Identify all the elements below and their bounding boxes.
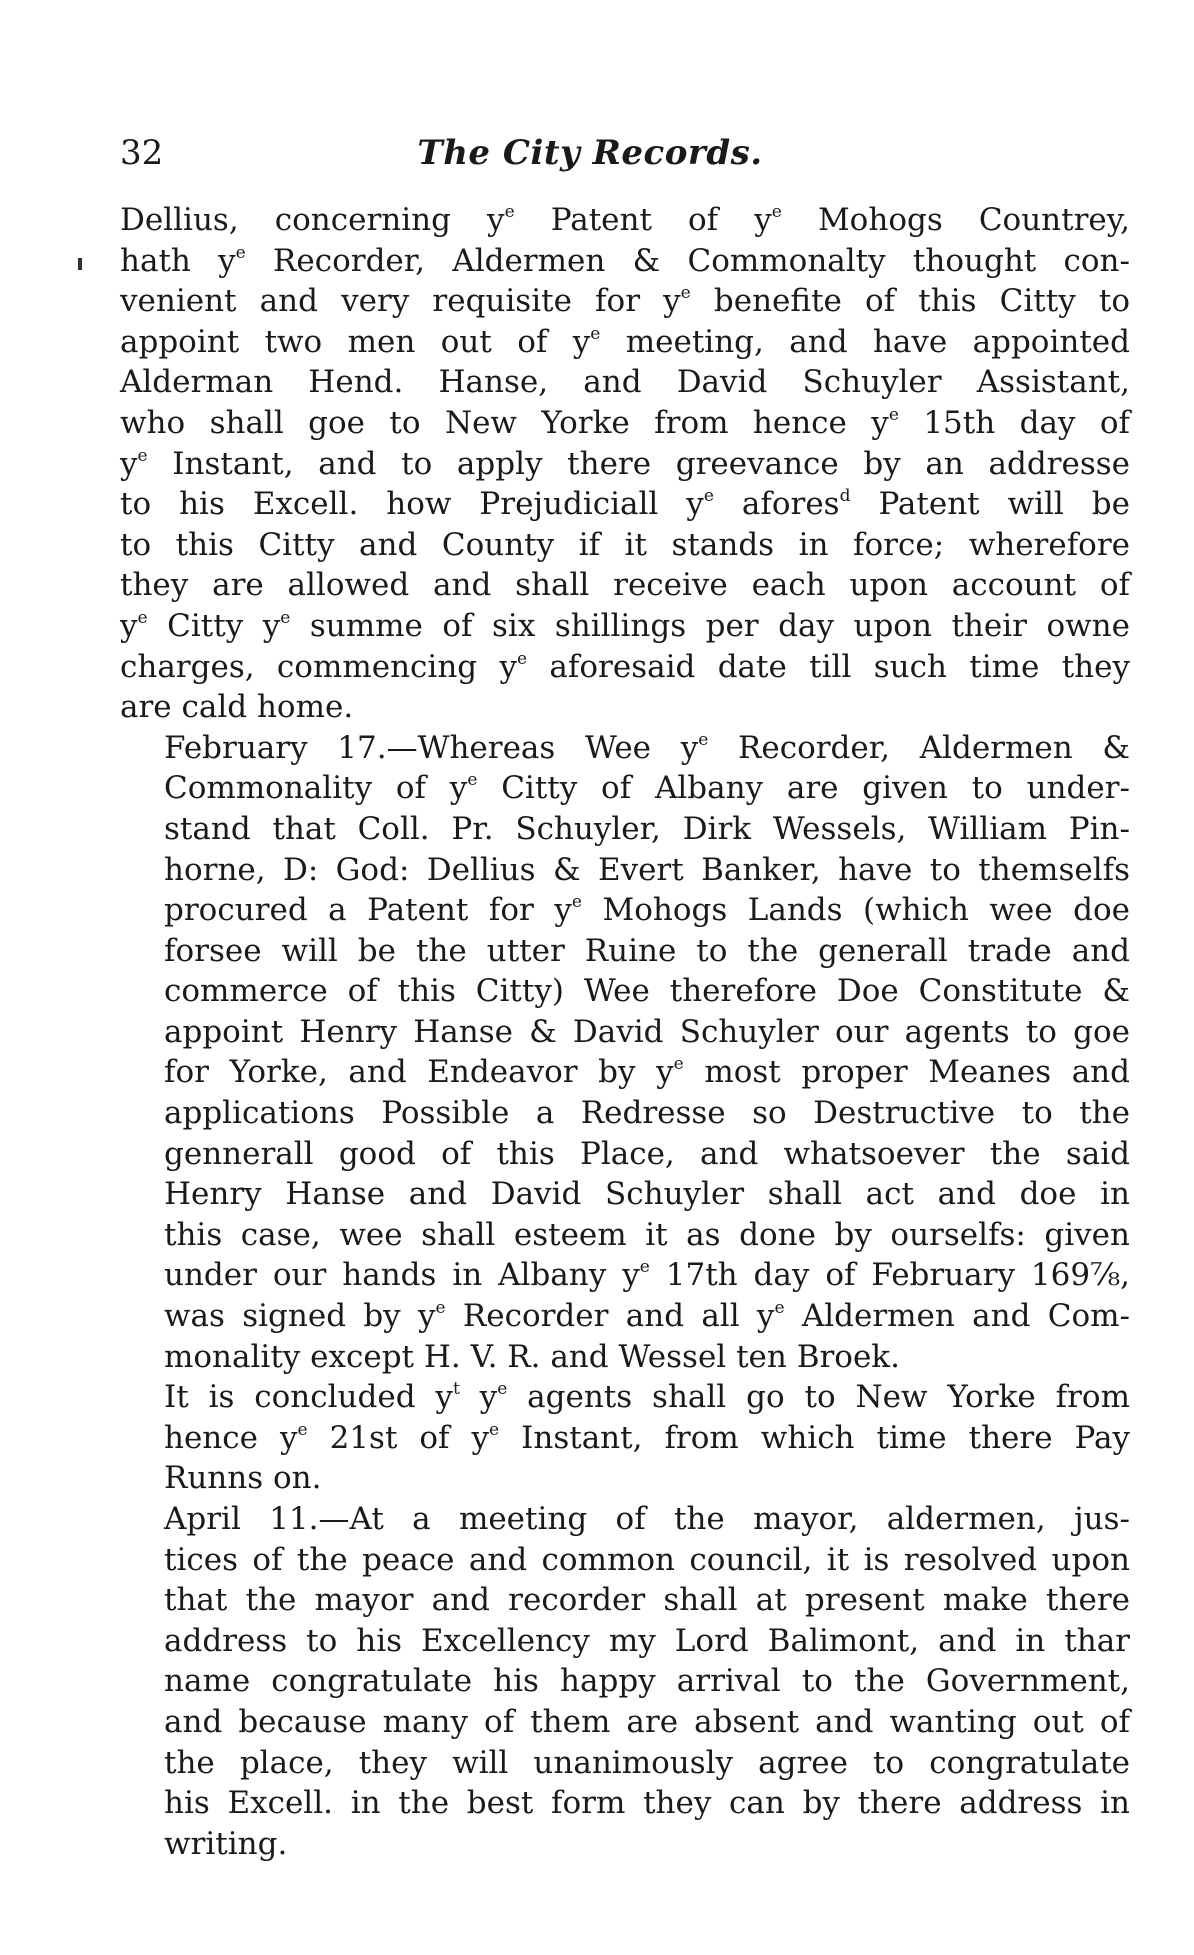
- superscript: d: [839, 486, 851, 507]
- text-line: [120, 1296, 1130, 1337]
- text-segment: monality except H. V. R. and Wessel ten Broek.: [164, 1338, 900, 1375]
- text-segment: February 17.—Whereas Wee y: [164, 729, 699, 766]
- text-segment: Patent will be: [850, 486, 1130, 523]
- text-segment: Henry Hanse and David Schuyler shall act and doe in: [164, 1176, 1130, 1213]
- text-segment: 17th day of February 169⅞,: [649, 1257, 1130, 1294]
- text-segment: Recorder, Aldermen &: [708, 729, 1130, 766]
- text-line: [120, 1540, 1130, 1581]
- text-segment: y: [120, 445, 138, 482]
- text-line: [120, 281, 1130, 322]
- text-line: [120, 1012, 1130, 1053]
- text-line: [120, 484, 1130, 525]
- text-line: [120, 1337, 1130, 1378]
- text-segment: appoint two men out of y: [120, 323, 591, 360]
- text-segment: applications Possible a Redresse so Destructive to the: [164, 1095, 1130, 1132]
- page-header: [120, 130, 1060, 176]
- text-segment: hath y: [120, 242, 236, 279]
- text-line: [120, 200, 1130, 241]
- text-segment: Recorder, Aldermen & Commonalty thought con-: [245, 242, 1130, 279]
- text-segment: forsee will be the utter Ruine to the generall trade and: [164, 932, 1130, 969]
- text-segment: this case, wee shall esteem it as done by ourselfs: given: [164, 1216, 1130, 1253]
- text-line: [120, 890, 1130, 931]
- text-segment: stand that Coll. Pr. Schuyler, Dirk Wessels, William Pin-: [164, 810, 1130, 847]
- text-segment: y: [459, 1379, 498, 1416]
- text-segment: tices of the peace and common council, it is resolved upon: [164, 1541, 1130, 1578]
- text-segment: commerce of this Citty) Wee therefore Doe Constitute &: [164, 973, 1130, 1010]
- text-segment: Citty of Albany are given to under-: [477, 770, 1130, 807]
- text-segment: Commonality of y: [164, 770, 468, 807]
- page-number: 32: [120, 133, 164, 173]
- text-segment: 21st of y: [307, 1419, 490, 1456]
- text-line: [120, 525, 1130, 566]
- text-segment: and because many of them are absent and wanting out of: [164, 1703, 1130, 1740]
- text-line: [120, 1418, 1130, 1459]
- text-segment: Patent of y: [514, 202, 772, 238]
- text-line: [120, 322, 1130, 363]
- text-line: [120, 444, 1130, 485]
- text-line: [120, 241, 1130, 282]
- text-segment: April 11.—At a meeting of the mayor, aldermen, jus-: [164, 1501, 1130, 1537]
- text-line: [120, 1621, 1130, 1662]
- text-line: [120, 809, 1130, 850]
- paragraph: [120, 728, 1130, 1378]
- text-line: [120, 1743, 1130, 1784]
- text-line: [120, 971, 1130, 1012]
- text-segment: writing.: [164, 1825, 288, 1862]
- superscript: e: [680, 283, 691, 304]
- superscript: e: [235, 242, 246, 263]
- text-line: [120, 1783, 1130, 1824]
- text-line: [120, 1458, 1130, 1499]
- superscript: e: [517, 648, 528, 669]
- text-line: [120, 1661, 1130, 1702]
- superscript: e: [497, 1379, 508, 1400]
- text-segment: gennerall good of this Place, and whatsoever the said: [164, 1135, 1130, 1172]
- paragraph: [120, 200, 1130, 728]
- text-line: [120, 1499, 1130, 1540]
- text-segment: Dellius, concerning y: [120, 202, 505, 238]
- text-segment: that the mayor and recorder shall at present make there: [164, 1582, 1130, 1619]
- superscript: e: [698, 729, 709, 750]
- text-segment: It is concluded y: [164, 1379, 453, 1416]
- text-segment: venient and very requisite for y: [120, 283, 681, 320]
- text-segment: Citty y: [147, 607, 281, 644]
- text-segment: are cald home.: [120, 689, 354, 726]
- text-line: [120, 1255, 1130, 1296]
- margin-mark: [78, 258, 82, 270]
- text-line: [120, 362, 1130, 403]
- text-line: [120, 1134, 1130, 1175]
- superscript: e: [639, 1257, 650, 1278]
- text-segment: summe of six shillings per day upon their owne: [290, 607, 1130, 644]
- text-segment: Aldermen and Com-: [784, 1298, 1130, 1335]
- text-segment: name congratulate his happy arrival to the Government,: [164, 1663, 1130, 1700]
- text-line: [120, 1093, 1130, 1134]
- text-segment: Runns on.: [164, 1460, 322, 1497]
- superscript: e: [771, 202, 782, 223]
- text-segment: Mohogs Countrey,: [781, 202, 1131, 238]
- text-segment: aforesaid date till such time they: [527, 648, 1131, 685]
- body-text: [120, 200, 1130, 1864]
- superscript: e: [435, 1298, 446, 1319]
- running-title: The City Records.: [417, 133, 763, 173]
- superscript: e: [703, 486, 714, 507]
- superscript: t: [452, 1379, 460, 1400]
- text-segment: who shall goe to New Yorke from hence y: [120, 404, 889, 441]
- superscript: e: [590, 324, 601, 344]
- text-segment: Instant, from which time there Pay: [499, 1419, 1131, 1456]
- text-segment: meeting, and have appointed: [600, 323, 1131, 360]
- superscript: e: [673, 1054, 684, 1075]
- text-segment: afores: [713, 486, 840, 523]
- text-segment: appoint Henry Hanse & David Schuyler our agents to goe: [164, 1013, 1130, 1050]
- superscript: e: [504, 202, 515, 223]
- text-line: [120, 403, 1130, 444]
- text-segment: under our hands in Albany y: [164, 1257, 640, 1294]
- superscript: e: [888, 405, 899, 426]
- text-line: [120, 606, 1130, 647]
- text-segment: to this Citty and County if it stands in force; wherefore: [120, 526, 1130, 563]
- text-segment: benefite of this Citty to: [690, 283, 1130, 320]
- text-segment: most proper Meanes and: [683, 1054, 1130, 1091]
- text-segment: Alderman Hend. Hanse, and David Schuyler Assistant,: [120, 364, 1130, 401]
- superscript: e: [137, 608, 148, 629]
- text-segment: they are allowed and shall receive each upon account of: [120, 567, 1130, 604]
- text-segment: horne, D: God: Dellius & Evert Banker, have to themselfs: [164, 851, 1130, 888]
- superscript: e: [297, 1420, 308, 1441]
- text-line: [120, 1702, 1130, 1743]
- text-segment: hence y: [164, 1419, 298, 1456]
- text-line: [120, 1215, 1130, 1256]
- text-segment: to his Excell. how Prejudiciall y: [120, 486, 704, 523]
- text-line: [120, 768, 1130, 809]
- text-line: [120, 647, 1130, 688]
- text-line: [120, 1377, 1130, 1418]
- superscript: e: [467, 770, 478, 791]
- text-segment: address to his Excellency my Lord Balimont, and in thar: [164, 1622, 1130, 1659]
- superscript: e: [571, 892, 582, 913]
- text-segment: his Excell. in the best form they can by there address in: [164, 1785, 1130, 1822]
- text-line: [120, 1174, 1130, 1215]
- superscript: e: [489, 1420, 500, 1441]
- text-segment: agents shall go to New Yorke from: [507, 1379, 1130, 1416]
- text-segment: y: [120, 607, 138, 644]
- superscript: e: [280, 608, 291, 629]
- text-line: [120, 565, 1130, 606]
- text-line: [120, 687, 1130, 728]
- text-line: [120, 728, 1130, 769]
- paragraph: [120, 1377, 1130, 1499]
- text-segment: procured a Patent for y: [164, 892, 572, 929]
- text-line: [120, 1052, 1130, 1093]
- text-segment: 15th day of: [898, 404, 1130, 441]
- text-segment: charges, commencing y: [120, 648, 517, 685]
- text-segment: Mohogs Lands (which wee doe: [581, 892, 1130, 929]
- superscript: e: [137, 445, 148, 466]
- superscript: e: [774, 1298, 785, 1319]
- text-line: [120, 1824, 1130, 1865]
- text-line: [120, 1580, 1130, 1621]
- text-segment: the place, they will unanimously agree to congratulate: [164, 1744, 1130, 1781]
- text-line: [120, 931, 1130, 972]
- text-segment: Recorder and all y: [445, 1298, 775, 1335]
- text-line: [120, 850, 1130, 891]
- text-segment: was signed by y: [164, 1298, 436, 1335]
- paragraph: [120, 1499, 1130, 1864]
- text-segment: Instant, and to apply there greevance by an addresse: [147, 445, 1130, 482]
- text-segment: for Yorke, and Endeavor by y: [164, 1054, 674, 1091]
